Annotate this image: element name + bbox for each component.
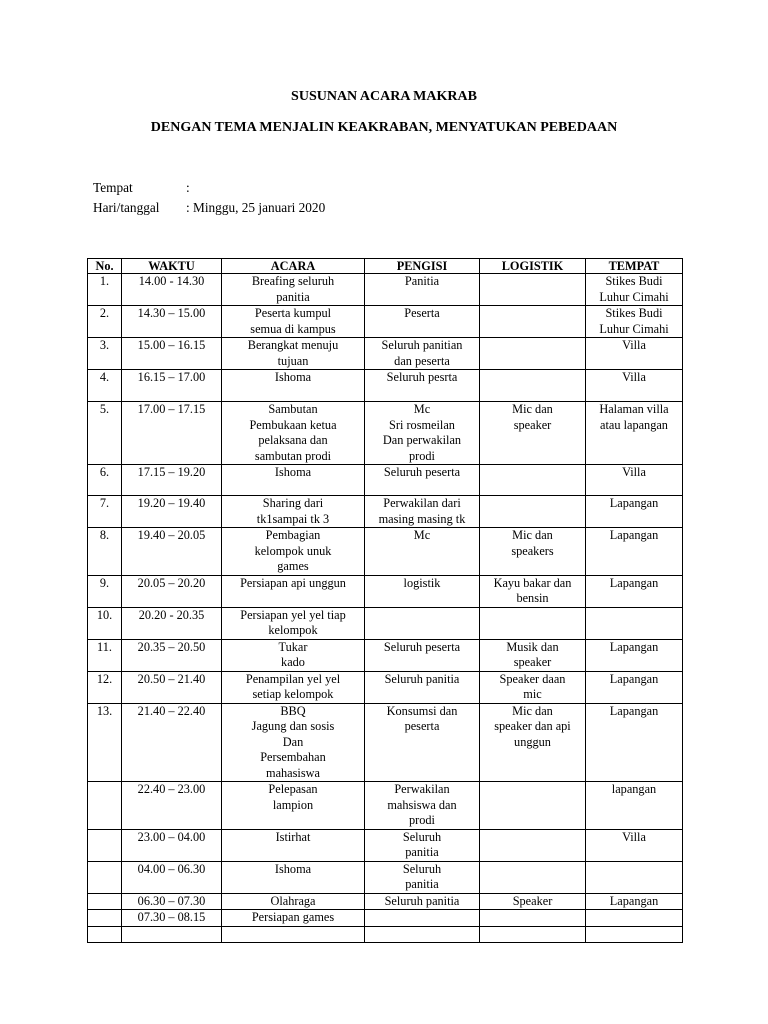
cell-waktu: 04.00 – 06.30 <box>122 861 222 893</box>
cell-acara: Ishoma <box>222 861 365 893</box>
cell-tempat: Lapangan <box>586 893 683 910</box>
cell-acara <box>222 926 365 942</box>
cell-logistik: Mic dan speaker <box>480 402 586 465</box>
cell-pengisi: Konsumsi dan peserta <box>365 703 480 782</box>
cell-waktu: 15.00 – 16.15 <box>122 338 222 370</box>
cell-no: 7. <box>88 496 122 528</box>
cell-no <box>88 926 122 942</box>
hari-tanggal-value: : Minggu, 25 januari 2020 <box>186 200 326 215</box>
cell-logistik <box>480 496 586 528</box>
cell-acara: Persiapan api unggun <box>222 575 365 607</box>
cell-acara: Ishoma <box>222 465 365 496</box>
cell-waktu: 16.15 – 17.00 <box>122 370 222 402</box>
header-acara: ACARA <box>222 259 365 274</box>
table-row <box>88 703 683 782</box>
header-waktu: WAKTU <box>122 259 222 274</box>
cell-tempat: Lapangan <box>586 528 683 576</box>
cell-tempat: Villa <box>586 338 683 370</box>
cell-tempat: Lapangan <box>586 496 683 528</box>
cell-waktu: 17.00 – 17.15 <box>122 402 222 465</box>
table-row <box>88 528 683 576</box>
cell-acara: Istirhat <box>222 829 365 861</box>
cell-no: 2. <box>88 306 122 338</box>
cell-waktu: 20.20 - 20.35 <box>122 607 222 639</box>
cell-tempat <box>586 926 683 942</box>
header-logistik: LOGISTIK <box>480 259 586 274</box>
cell-logistik <box>480 861 586 893</box>
cell-logistik: Kayu bakar dan bensin <box>480 575 586 607</box>
cell-pengisi: Seluruh panitia <box>365 893 480 910</box>
tempat-label: Tempat <box>93 180 133 195</box>
cell-no: 6. <box>88 465 122 496</box>
cell-waktu: 22.40 – 23.00 <box>122 782 222 830</box>
cell-acara: Olahraga <box>222 893 365 910</box>
cell-no <box>88 861 122 893</box>
cell-logistik: Speaker <box>480 893 586 910</box>
cell-no: 8. <box>88 528 122 576</box>
cell-pengisi: Perwakilan mahsiswa dan prodi <box>365 782 480 830</box>
cell-acara: Pembagian kelompok unuk games <box>222 528 365 576</box>
cell-waktu: 20.35 – 20.50 <box>122 639 222 671</box>
table-row <box>88 893 683 910</box>
hari-tanggal-label: Hari/tanggal <box>93 200 160 215</box>
cell-waktu: 17.15 – 19.20 <box>122 465 222 496</box>
cell-acara: Berangkat menuju tujuan <box>222 338 365 370</box>
cell-pengisi: Seluruh panitian dan peserta <box>365 338 480 370</box>
document-title: SUSUNAN ACARA MAKRAB <box>291 89 477 104</box>
info-tempat <box>93 180 190 196</box>
cell-logistik <box>480 370 586 402</box>
cell-tempat <box>586 607 683 639</box>
table-row <box>88 671 683 703</box>
cell-logistik: Mic dan speakers <box>480 528 586 576</box>
header-pengisi: PENGISI <box>365 259 480 274</box>
table-row <box>88 861 683 893</box>
cell-pengisi: Mc Sri rosmeilan Dan perwakilan prodi <box>365 402 480 465</box>
header-no: No. <box>88 259 122 274</box>
cell-tempat: Halaman villa atau lapangan <box>586 402 683 465</box>
cell-acara: Persiapan yel yel tiap kelompok <box>222 607 365 639</box>
info-hari-tanggal <box>93 200 325 216</box>
table-row <box>88 575 683 607</box>
cell-pengisi <box>365 910 480 927</box>
cell-acara: Pelepasan lampion <box>222 782 365 830</box>
table-header-row <box>88 259 683 274</box>
table-row <box>88 910 683 927</box>
cell-waktu: 20.05 – 20.20 <box>122 575 222 607</box>
cell-logistik <box>480 306 586 338</box>
cell-tempat <box>586 910 683 927</box>
cell-logistik <box>480 274 586 306</box>
cell-acara: BBQ Jagung dan sosis Dan Persembahan mahasiswa <box>222 703 365 782</box>
cell-pengisi: Seluruh peserta <box>365 465 480 496</box>
cell-waktu <box>122 926 222 942</box>
cell-pengisi: Seluruh panitia <box>365 829 480 861</box>
table-row <box>88 370 683 402</box>
cell-no <box>88 782 122 830</box>
cell-no <box>88 910 122 927</box>
cell-pengisi: logistik <box>365 575 480 607</box>
table-row <box>88 782 683 830</box>
cell-no <box>88 829 122 861</box>
cell-logistik <box>480 926 586 942</box>
table-row <box>88 829 683 861</box>
cell-pengisi: Seluruh peserta <box>365 639 480 671</box>
cell-acara: Persiapan games <box>222 910 365 927</box>
cell-tempat <box>586 861 683 893</box>
cell-pengisi: Seluruh panitia <box>365 861 480 893</box>
cell-waktu: 19.40 – 20.05 <box>122 528 222 576</box>
table-row <box>88 306 683 338</box>
cell-waktu: 21.40 – 22.40 <box>122 703 222 782</box>
cell-acara: Tukar kado <box>222 639 365 671</box>
cell-logistik <box>480 465 586 496</box>
cell-tempat: lapangan <box>586 782 683 830</box>
cell-tempat: Villa <box>586 370 683 402</box>
table-row <box>88 402 683 465</box>
cell-tempat: Lapangan <box>586 671 683 703</box>
cell-no: 3. <box>88 338 122 370</box>
cell-no: 11. <box>88 639 122 671</box>
header-tempat: TEMPAT <box>586 259 683 274</box>
cell-acara: Sambutan Pembukaan ketua pelaksana dan sambutan prodi <box>222 402 365 465</box>
cell-pengisi <box>365 926 480 942</box>
cell-pengisi: Perwakilan dari masing masing tk <box>365 496 480 528</box>
cell-logistik: Musik dan speaker <box>480 639 586 671</box>
cell-logistik: Mic dan speaker dan api unggun <box>480 703 586 782</box>
cell-pengisi: Mc <box>365 528 480 576</box>
cell-waktu: 14.30 – 15.00 <box>122 306 222 338</box>
cell-tempat: Villa <box>586 829 683 861</box>
cell-no: 13. <box>88 703 122 782</box>
cell-pengisi: Panitia <box>365 274 480 306</box>
table-row <box>88 465 683 496</box>
cell-acara: Ishoma <box>222 370 365 402</box>
cell-waktu: 20.50 – 21.40 <box>122 671 222 703</box>
cell-tempat: Lapangan <box>586 703 683 782</box>
cell-pengisi: Seluruh panitia <box>365 671 480 703</box>
table-row <box>88 274 683 306</box>
cell-acara: Peserta kumpul semua di kampus <box>222 306 365 338</box>
cell-logistik: Speaker daan mic <box>480 671 586 703</box>
cell-pengisi <box>365 607 480 639</box>
cell-tempat: Stikes Budi Luhur Cimahi <box>586 274 683 306</box>
tempat-value: : <box>186 180 190 195</box>
cell-tempat: Lapangan <box>586 575 683 607</box>
cell-waktu: 23.00 – 04.00 <box>122 829 222 861</box>
cell-no: 9. <box>88 575 122 607</box>
table-row <box>88 607 683 639</box>
table-row <box>88 926 683 942</box>
cell-logistik <box>480 829 586 861</box>
table-row <box>88 496 683 528</box>
cell-tempat: Stikes Budi Luhur Cimahi <box>586 306 683 338</box>
cell-waktu: 07.30 – 08.15 <box>122 910 222 927</box>
cell-waktu: 14.00 - 14.30 <box>122 274 222 306</box>
table-row <box>88 338 683 370</box>
cell-logistik <box>480 782 586 830</box>
cell-acara: Penampilan yel yel setiap kelompok <box>222 671 365 703</box>
cell-no: 5. <box>88 402 122 465</box>
cell-logistik <box>480 607 586 639</box>
table-body <box>88 274 683 943</box>
cell-acara: Breafing seluruh panitia <box>222 274 365 306</box>
cell-waktu: 06.30 – 07.30 <box>122 893 222 910</box>
cell-tempat: Lapangan <box>586 639 683 671</box>
table-row <box>88 639 683 671</box>
cell-no: 10. <box>88 607 122 639</box>
cell-no: 1. <box>88 274 122 306</box>
cell-pengisi: Seluruh pesrta <box>365 370 480 402</box>
cell-waktu: 19.20 – 19.40 <box>122 496 222 528</box>
schedule-table <box>87 258 683 943</box>
cell-no <box>88 893 122 910</box>
document-subtitle: DENGAN TEMA MENJALIN KEAKRABAN, MENYATUKAN PEBEDAAN <box>150 120 618 135</box>
cell-no: 4. <box>88 370 122 402</box>
cell-acara: Sharing dari tk1sampai tk 3 <box>222 496 365 528</box>
cell-logistik <box>480 910 586 927</box>
cell-tempat: Villa <box>586 465 683 496</box>
cell-no: 12. <box>88 671 122 703</box>
cell-logistik <box>480 338 586 370</box>
cell-pengisi: Peserta <box>365 306 480 338</box>
